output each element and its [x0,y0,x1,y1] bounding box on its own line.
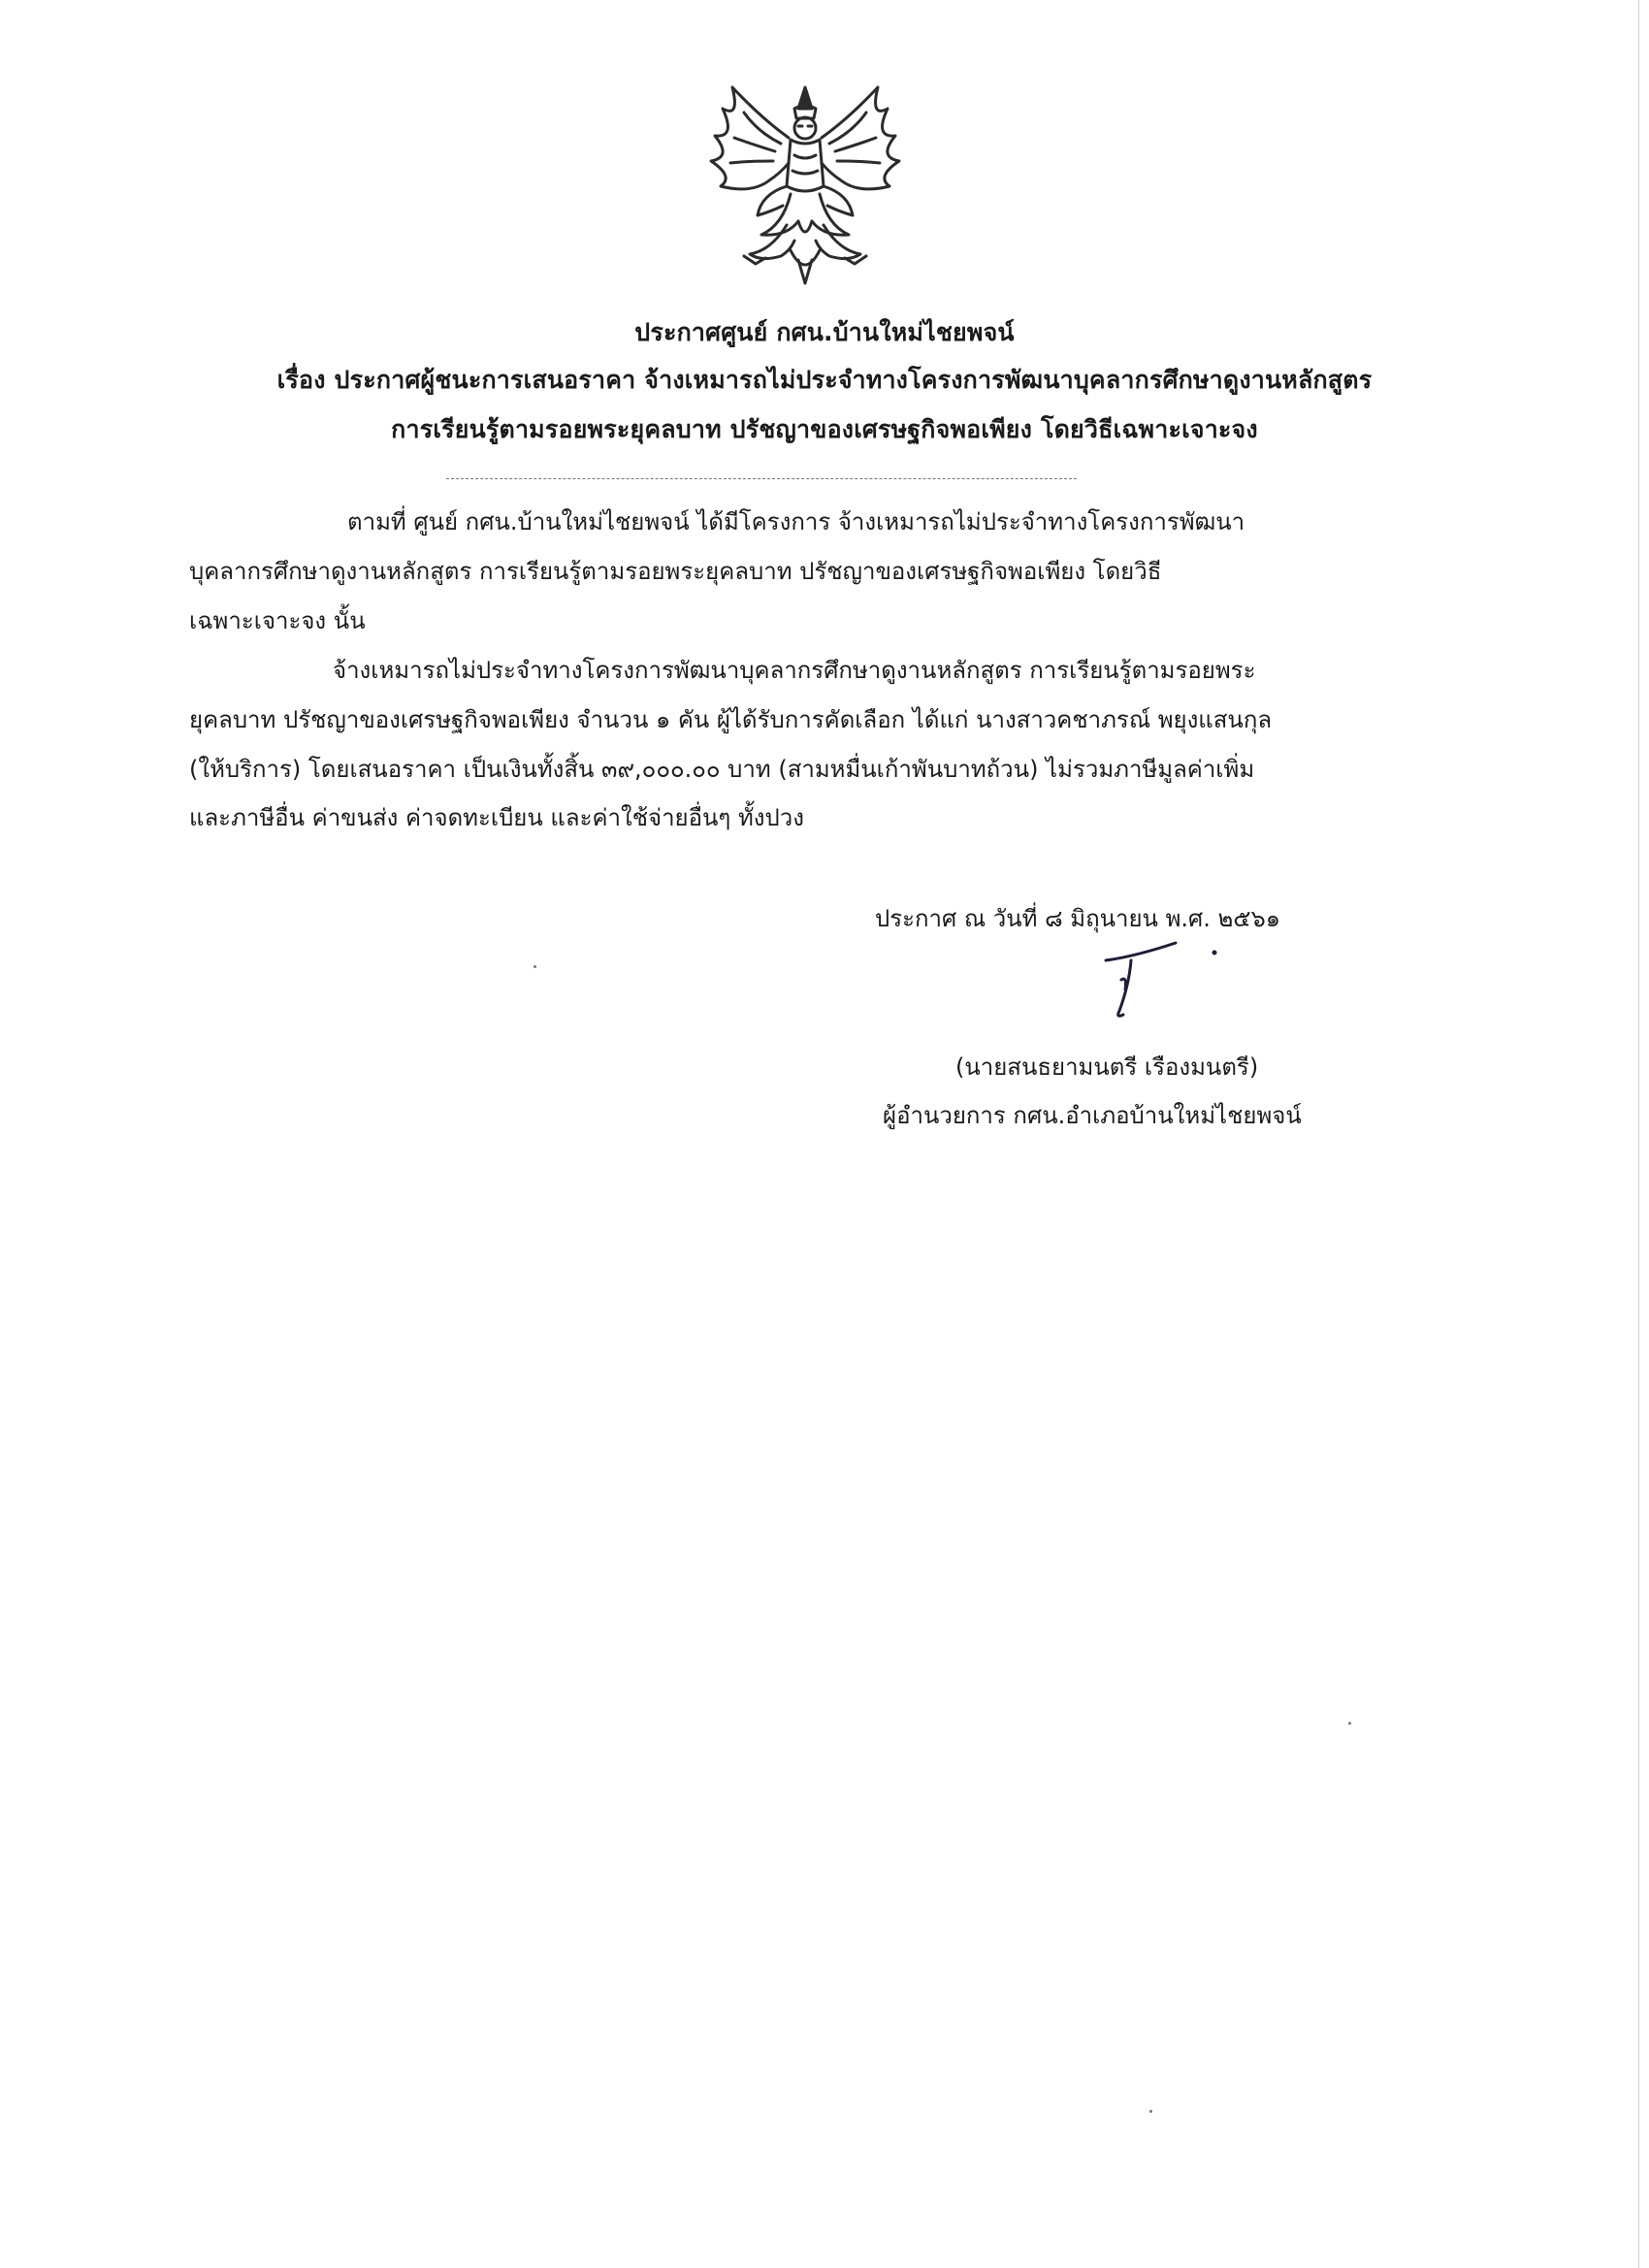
signer-title: ผู้อำนวยการ กศน.อำเภอบ้านใหม่ไชยพจน์ [883,1102,1302,1129]
scan-speck [1348,1722,1351,1725]
subject-line-1: เรื่อง ประกาศผู้ชนะการเสนอราคา จ้างเหมารถไม่ประจำทางโครงการพัฒนาบุคลากรศึกษาดูงานหลักสูตร [276,366,1373,394]
paragraph-1-line-1: ตามที่ ศูนย์ กศน.บ้านใหม่ไชยพจน์ ได้มีโครงการ จ้างเหมารถไม่ประจำทางโครงการพัฒนา [347,508,1245,535]
handwritten-signature-icon [1086,931,1242,1023]
scan-speck [1149,2110,1152,2113]
subject-line-2: การเรียนรู้ตามรอยพระยุคลบาท ปรัชญาของเศรษฐกิจพอเพียง โดยวิธีเฉพาะเจาะจง [391,415,1258,443]
paragraph-2-line-1: จ้างเหมารถไม่ประจำทางโครงการพัฒนาบุคลากรศึกษาดูงานหลักสูตร การเรียนรู้ตามรอยพระ [333,657,1256,684]
paragraph-1-line-3: เฉพาะเจาะจง นั้น [189,607,366,634]
paragraph-1-line-2: บุคลากรศึกษาดูงานหลักสูตร การเรียนรู้ตามรอยพระยุคลบาท ปรัชญาของเศรษฐกิจพอเพียง โดยวิธี [189,558,1162,585]
signer-name: (นายสนธยามนตรี เรืองมนตรี) [955,1053,1259,1081]
paragraph-2-line-4: และภาษีอื่น ค่าขนส่ง ค่าจดทะเบียน และค่าใช้จ่ายอื่นๆ ทั้งปวง [189,804,804,831]
scan-speck [534,965,536,968]
dashed-divider [446,478,1077,479]
paragraph-2-line-2: ยุคลบาท ปรัชญาของเศรษฐกิจพอเพียง จำนวน ๑ คัน ผู้ได้รับการคัดเลือก ได้แก่ นางสาวคชาภรณ์ พยุงแสนกุล [189,706,1273,733]
announcement-title: ประกาศศูนย์ กศน.บ้านใหม่ไชยพจน์ [634,318,1015,346]
garuda-emblem-icon [694,80,917,287]
announcement-dateline: ประกาศ ณ วันที่ ๘ มิถุนายน พ.ศ. ๒๕๖๑ [875,905,1280,932]
paragraph-2-line-3: (ให้บริการ) โดยเสนอราคา เป็นเงินทั้งสิ้น ๓๙,๐๐๐.๐๐ บาท (สามหมื่นเก้าพันบาทถ้วน) ไม่รวมภาษีมูลค่าเพิ่ม [189,756,1255,783]
